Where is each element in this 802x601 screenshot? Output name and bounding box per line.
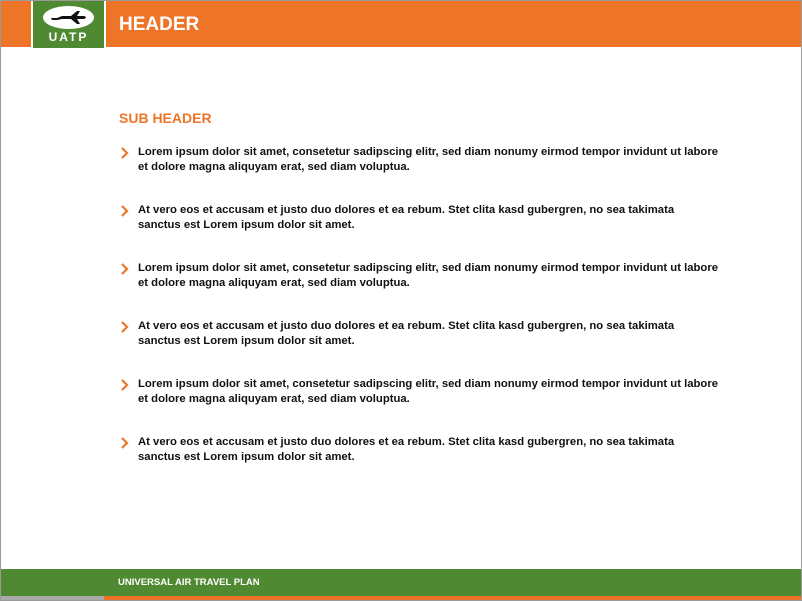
bullet-text: Lorem ipsum dolor sit amet, consetetur sadipscing elitr, sed diam nonumy eirmod tempor invidunt ut labore et dolore magna aliquyam erat, sed diam voluptua. — [138, 262, 719, 289]
bullet-list — [119, 145, 719, 493]
list-item — [119, 145, 719, 203]
footer-accent-gray — [1, 596, 104, 600]
footer-bar — [1, 569, 801, 596]
airplane-icon — [43, 6, 94, 29]
footer-text: UNIVERSAL AIR TRAVEL PLAN — [118, 577, 260, 588]
sub-header: SUB HEADER — [119, 110, 212, 126]
chevron-right-icon — [120, 147, 129, 159]
chevron-right-icon — [120, 263, 129, 275]
bullet-text: At vero eos et accusam et justo duo dolores et ea rebum. Stet clita kasd gubergren, no sea takimata sanctus est Lorem ipsum dolor sit amet. — [138, 436, 675, 463]
footer-accent-orange — [104, 596, 801, 600]
list-item — [119, 377, 719, 435]
uatp-logo — [31, 1, 106, 48]
header-bar — [1, 1, 801, 47]
page-title: HEADER — [119, 14, 200, 35]
list-item — [119, 319, 719, 377]
chevron-right-icon — [120, 205, 129, 217]
bullet-text: At vero eos et accusam et justo duo dolores et ea rebum. Stet clita kasd gubergren, no sea takimata sanctus est Lorem ipsum dolor sit amet. — [138, 204, 675, 231]
list-item — [119, 435, 719, 493]
chevron-right-icon — [120, 321, 129, 333]
bullet-text: Lorem ipsum dolor sit amet, consetetur sadipscing elitr, sed diam nonumy eirmod tempor invidunt ut labore et dolore magna aliquyam erat, sed diam voluptua. — [138, 378, 719, 405]
list-item — [119, 261, 719, 319]
bullet-text: Lorem ipsum dolor sit amet, consetetur sadipscing elitr, sed diam nonumy eirmod tempor invidunt ut labore et dolore magna aliquyam erat, sed diam voluptua. — [138, 146, 719, 173]
main-content — [119, 110, 719, 493]
bullet-text: At vero eos et accusam et justo duo dolores et ea rebum. Stet clita kasd gubergren, no sea takimata sanctus est Lorem ipsum dolor sit amet. — [138, 320, 675, 347]
chevron-right-icon — [120, 379, 129, 391]
chevron-right-icon — [120, 437, 129, 449]
logo-text: UATP — [48, 30, 89, 44]
list-item — [119, 203, 719, 261]
